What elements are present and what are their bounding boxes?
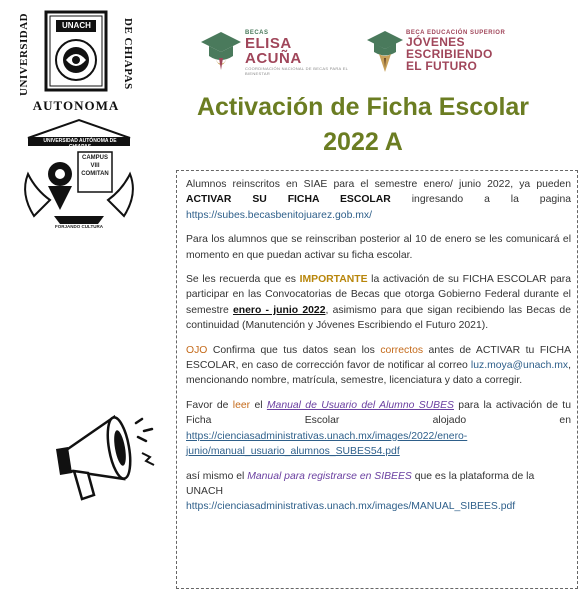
manual-subes-url-link[interactable]: https://cienciasadministrativas.unach.mx/images/2022/enero-junio/manual_usuario_alumnos_SUBES54.pdf — [186, 430, 468, 458]
graduation-cap-icon — [199, 28, 243, 74]
campus-banner-text: UNIVERSIDAD AUTÓNOMA DE CHIAPAS — [43, 138, 117, 150]
notice-text: Confirma que tus datos sean los — [207, 344, 381, 356]
correctos-emphasis: correctos — [380, 344, 424, 356]
becas-2-label: BECA EDUCACIÓN SUPERIOR — [406, 30, 506, 36]
notice-text: Alumnos reinscritos en SIAE para el semestre enero/ junio 2022, ya pueden — [186, 179, 571, 190]
campus-number: VIII — [90, 163, 100, 169]
unach-logo-bottom-text: AUTONOMA — [32, 98, 120, 113]
notice-text: que es la plataforma de la UNACH — [186, 470, 535, 497]
campus-city: COMITAN — [81, 171, 109, 177]
page-title-line1: Activación de Ficha Escolar — [196, 93, 530, 121]
campus-motto: FORJANDO CULTURA — [55, 224, 103, 229]
unach-logo-right-text: DE CHIAPAS — [122, 18, 134, 90]
becas-2-name-line2: EL FUTURO — [406, 59, 478, 73]
unach-seal-text: UNACH — [62, 21, 91, 30]
becas-2-name-line1: JÓVENES ESCRIBIENDO — [406, 35, 493, 61]
unach-logo-left-text: UNIVERSIDAD — [18, 12, 30, 96]
campus-logo — [14, 116, 144, 234]
becas-1-name: ELISA ACUÑA — [245, 35, 302, 67]
becas-1-subtitle: COORDINACIÓN NACIONAL DE BECAS PARA EL BIENESTAR — [245, 66, 349, 76]
notice-text: Favor de — [186, 399, 233, 411]
notice-box — [176, 170, 578, 589]
subes-link[interactable]: https://subes.becasbenitojuarez.gob.mx/ — [186, 209, 372, 221]
manual-sibees-url-link[interactable]: https://cienciasadministrativas.unach.mx/images/MANUAL_SIBEES.pdf — [186, 501, 516, 513]
becas-elisa-acuna-logo — [199, 28, 349, 74]
page-title — [150, 90, 576, 160]
megaphone-icon — [52, 395, 162, 505]
notice-text: ingresando a la pagina — [390, 194, 571, 206]
notice-text: la activación de su FICHA ESCOLAR para participar en las Convocatorias de Becas que otorga Gobierno Federal durante el semestre — [186, 274, 571, 316]
campus-label: CAMPUS — [81, 155, 108, 161]
notice-paragraph-activate — [186, 177, 571, 223]
notice-paragraph-manual-sibees — [186, 469, 571, 515]
important-emphasis: IMPORTANTE — [299, 274, 368, 286]
notice-text: , asimismo para que sigan recibiendo las Becas de continuidad (Manutención y Jóvenes Escribiendo el Futuro 2021). — [186, 304, 571, 332]
notice-paragraph-late-enrollment: Para los alumnos que se reinscriban posterior al 10 de enero se les comunicará el momento en que puedan activar su ficha escolar. — [186, 234, 571, 261]
page-title-line2: 2022 A — [323, 128, 403, 156]
manual-subes-link[interactable]: Manual de Usuario del Alumno SUBES — [266, 399, 454, 411]
notice-text: así mismo el — [186, 470, 248, 482]
notice-text: antes de ACTIVAR tu FICHA ESCOLAR, en caso de corrección favor de notificar al correo — [186, 344, 571, 372]
notice-text: , mencionando nombre, matrícula, semestre, licenciatura y dato a corregir. — [186, 360, 571, 387]
leer-emphasis: leer — [232, 399, 251, 411]
becas-1-label: BECAS — [245, 30, 269, 36]
notice-activate-emphasis: ACTIVAR SU FICHA ESCOLAR — [186, 194, 391, 206]
ojo-emphasis: OJO — [186, 344, 208, 356]
semester-emphasis: enero - junio 2022 — [233, 304, 326, 316]
manual-sibees-link[interactable]: Manual para registrarse en SIBEES — [247, 470, 412, 482]
contact-email-link[interactable]: luz.moya@unach.mx — [470, 360, 569, 372]
unach-logo — [18, 8, 134, 114]
notice-text: para la activación de tu Ficha Escolar alojado en — [186, 399, 571, 427]
notice-text: Se les recuerda que es — [186, 274, 300, 286]
notice-paragraph-important — [186, 272, 571, 334]
notice-paragraph-confirm — [186, 343, 571, 389]
graduation-cap-pen-icon — [366, 28, 404, 74]
notice-text: el — [250, 399, 267, 411]
notice-paragraph-manual-subes — [186, 398, 571, 460]
becas-jovenes-escribiendo-logo — [366, 28, 536, 74]
